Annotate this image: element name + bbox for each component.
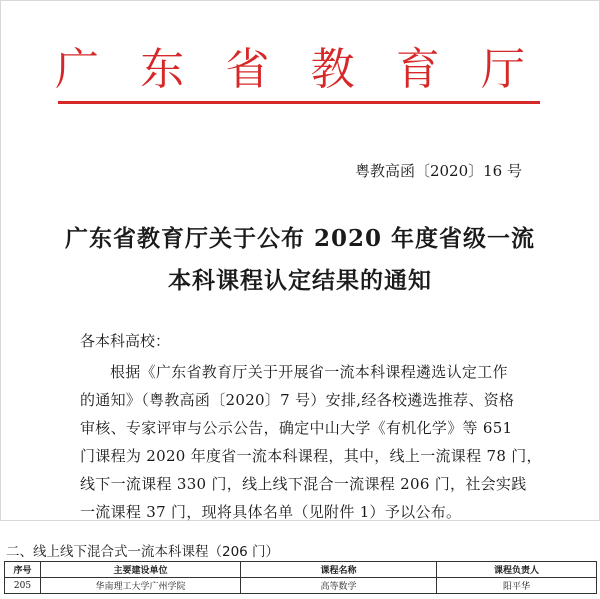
letterhead-title [55, 44, 525, 96]
salutation: 各本科高校： [80, 332, 171, 350]
table-cell: 高等数学 [241, 578, 437, 594]
table-cell: 205 [5, 578, 41, 594]
letterhead-char: 广 [55, 44, 99, 95]
document-title-line-1: 广东省教育厅关于公布 2020 年度省级一流 [64, 225, 536, 252]
document-number: 粤教高函〔2020〕16 号 [354, 162, 522, 180]
table-row [5, 578, 597, 594]
letterhead-divider [58, 101, 540, 104]
column-header: 序号 [5, 562, 41, 578]
letterhead-char: 东 [140, 44, 185, 95]
body-line: 的通知》（粤教高函〔2020〕7 号）安排,经各校遴选推荐、资格 [80, 391, 515, 409]
course-table [4, 561, 597, 594]
column-header: 课程名称 [241, 562, 437, 578]
section-heading: 二、线上线下混合式一流本科课程（206 门） [6, 544, 280, 560]
column-header: 课程负责人 [437, 562, 597, 578]
column-header: 主要建设单位 [41, 562, 241, 578]
table-cell: 阳平华 [437, 578, 597, 594]
body-line: 审核、专家评审与公示公告，确定中山大学《有机化学》等 651 [80, 419, 513, 437]
body-line: 线下一流课程 330 门，线上线下混合一流课程 206 门，社会实践 [80, 475, 527, 493]
table-header-row [5, 562, 597, 578]
body-line: 根据《广东省教育厅关于开展省一流本科课程遴选认定工作 [110, 363, 508, 381]
letterhead-char: 省 [225, 44, 270, 95]
body-line: 一流课程 37 门，现将具体名单（见附件 1）予以公布。 [80, 503, 462, 521]
letterhead-char: 教 [310, 44, 355, 95]
letterhead-char: 育 [395, 44, 440, 95]
body-line: 门课程为 2020 年度省一流本科课程，其中，线上一流课程 78 门， [80, 447, 542, 465]
table-cell: 华南理工大学广州学院 [41, 578, 241, 594]
letterhead-char: 厅 [480, 44, 525, 95]
document-title-line-2: 本科课程认定结果的通知 [168, 267, 432, 294]
